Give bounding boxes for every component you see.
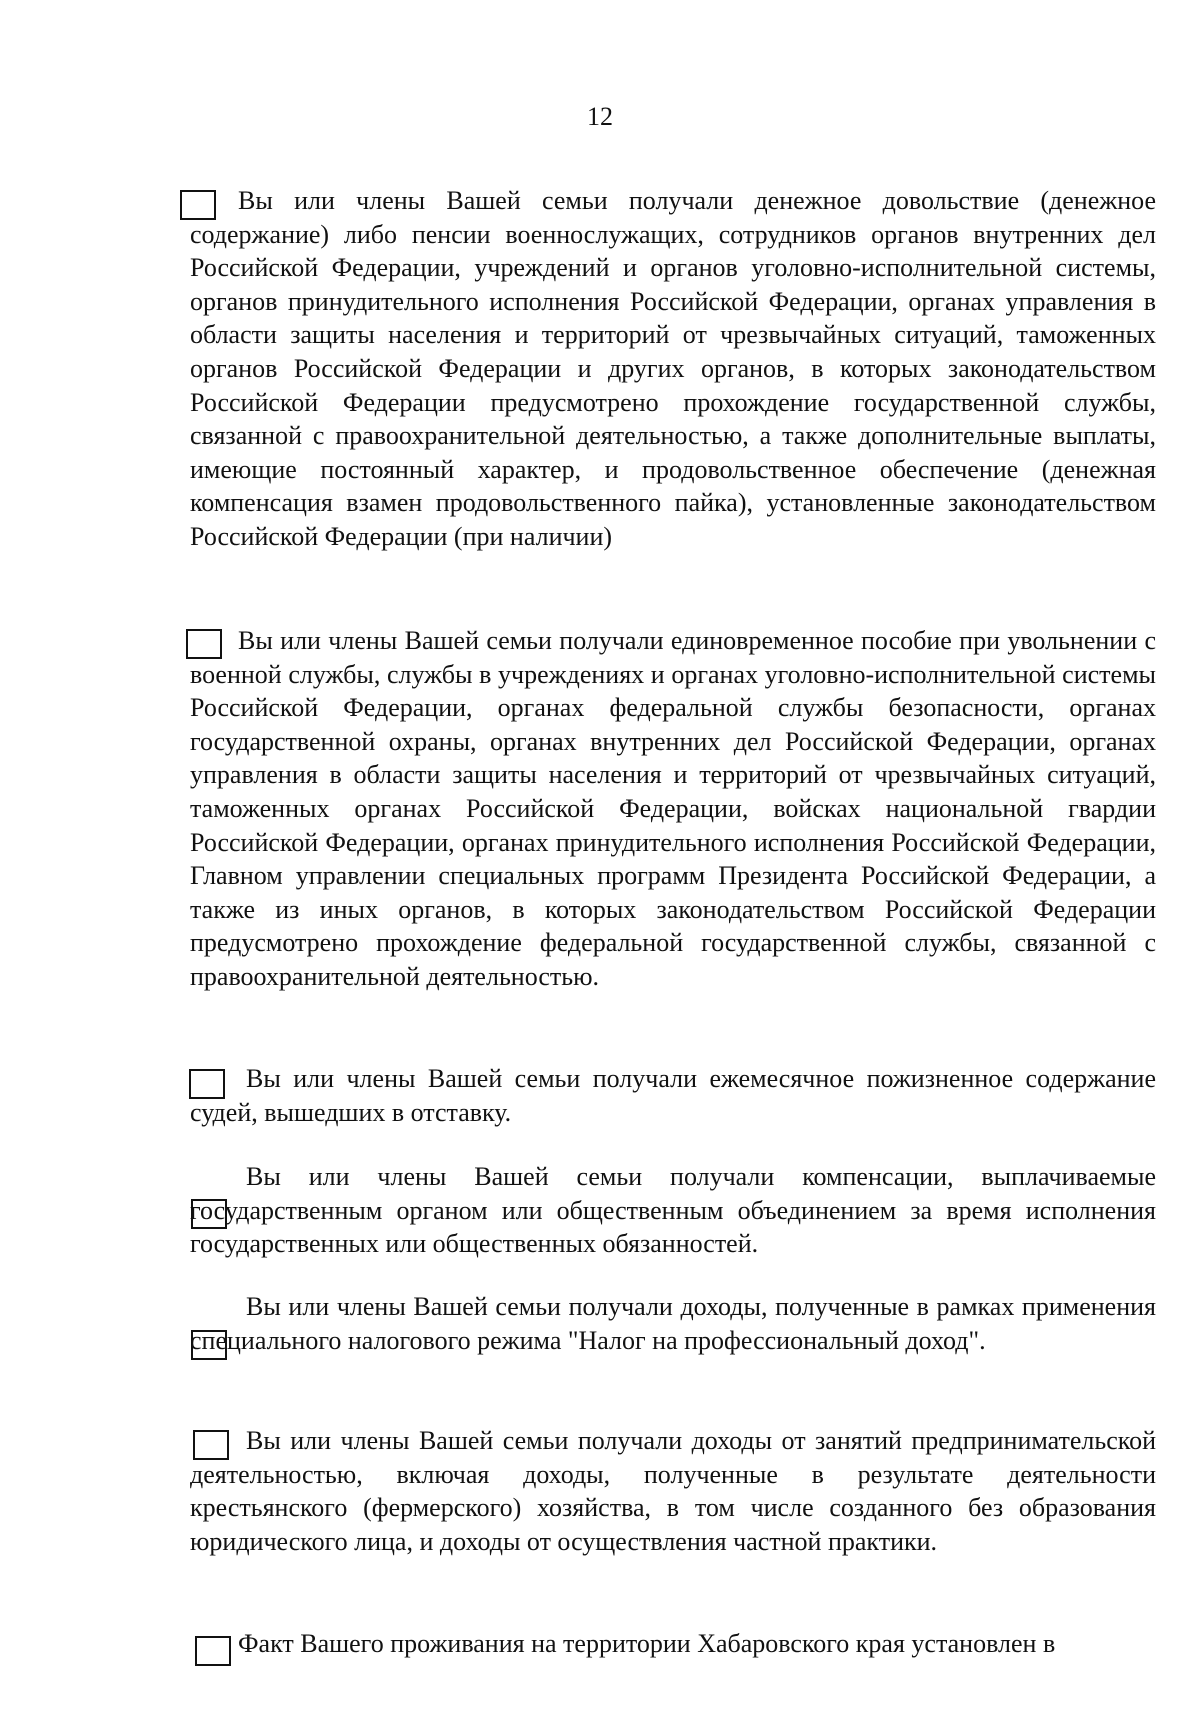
item-3-text: Вы или члены Вашей семьи получали ежемесячное пожизненное содержание судей, вышедших в отставку. xyxy=(190,1064,1156,1127)
item-4 xyxy=(190,1160,1156,1261)
item-6-text: Вы или члены Вашей семьи получали доходы от занятий предпринимательской деятельностью, включая доходы, полученные в результате деятельности крестьянского (фермерского) хозяйства, в том числе созданного без образования юридического лица, и доходы от осуществления частной практики. xyxy=(190,1426,1156,1556)
item-1-text: Вы или члены Вашей семьи получали денежное довольствие (денежное содержание) либо пенсии военнослужащих, сотрудников органов внутренних дел Российской Федерации, учреждений и органов уголовно-исполнительной системы, органов принудительного исполнения Российской Федерации, органах управления в области защиты населения и территорий от чрезвычайных ситуаций, таможенных органов Российской Федерации и других органов, в которых законодательством Российской Федерации предусмотрено прохождение государственной службы, связанной с правоохранительной деятельностью, а также дополнительные выплаты, имеющие постоянный характер, и продовольственное обеспечение (денежная компенсация взамен продовольственного пайка), установленные законодательством Российской Федерации (при наличии) xyxy=(190,186,1156,551)
item-5-text: Вы или члены Вашей семьи получали доходы, полученные в рамках применения специального налогового режима "Налог на профессиональный доход". xyxy=(190,1292,1156,1355)
item-3 xyxy=(190,1062,1156,1129)
item-7-text: Факт Вашего проживания на территории Хабаровского края установлен в xyxy=(238,1629,1056,1658)
item-2 xyxy=(190,624,1156,994)
item-2-text: Вы или члены Вашей семьи получали единовременное пособие при увольнении с военной службы, службы в учреждениях и органах уголовно-исполнительной системы Российской Федерации, органах федеральной службы безопасности, органах государственной охраны, органах внутренних дел Российской Федерации, органах управления в области защиты населения и территорий от чрезвычайных ситуаций, таможенных органах Российской Федерации, войсках национальной гвардии Российской Федерации, органах принудительного исполнения Российской Федерации, Главном управлении специальных программ Президента Российской Федерации, а также из иных органов, в которых законодательством Российской Федерации предусмотрено прохождение федеральной государственной службы, связанной с правоохранительной деятельностью. xyxy=(190,626,1156,991)
item-1 xyxy=(190,184,1156,554)
item-4-text: Вы или члены Вашей семьи получали компенсации, выплачиваемые государственным органом или общественным объединением за время исполнения государственных или общественных обязанностей. xyxy=(190,1162,1156,1259)
item-7 xyxy=(190,1627,1156,1661)
item-6 xyxy=(190,1424,1156,1558)
item-5 xyxy=(190,1290,1156,1357)
page-number: 12 xyxy=(587,102,613,131)
